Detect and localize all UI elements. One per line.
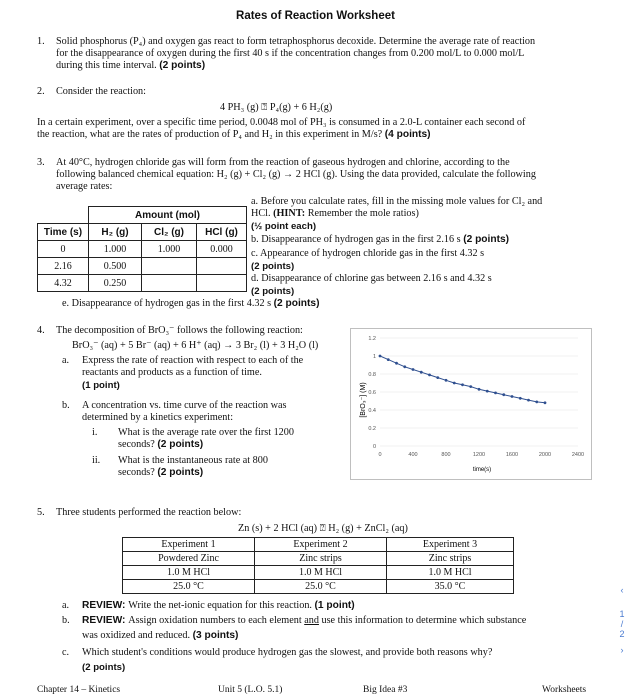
q5-a-review: REVIEW: bbox=[82, 600, 129, 611]
q3-line1: At 40°C, hydrogen chloride gas will form from the reaction of gaseous hydrogen and chlorine, according to the bbox=[56, 157, 510, 168]
table-cell: Zinc strips bbox=[387, 552, 514, 566]
q4-a-label: a. bbox=[62, 355, 70, 366]
q3-b-points: (2 points) bbox=[463, 234, 510, 245]
q3-header-time: Time (s) bbox=[38, 224, 89, 241]
chart-data-point bbox=[486, 390, 489, 393]
q3-header-cl2: Cl₂ (g) bbox=[142, 224, 197, 241]
q5-b-text1b: use this information to determine which substance bbox=[318, 615, 527, 626]
table-row bbox=[123, 580, 514, 594]
chart-data-point bbox=[428, 374, 431, 377]
chart-x-tick-label: 2000 bbox=[538, 452, 552, 458]
table-cell[interactable] bbox=[142, 258, 197, 275]
q1-number: 1. bbox=[37, 36, 45, 47]
q5-header-exp3: Experiment 3 bbox=[387, 538, 514, 552]
q3-group-header: Amount (mol) bbox=[89, 207, 247, 224]
chart-data-point bbox=[544, 401, 547, 404]
q4-b-line2: determined by a kinetics experiment: bbox=[82, 412, 234, 423]
q2-equation: 4 PH₃ (g) ⍰ P₄(g) + 6 H₂(g) bbox=[220, 102, 333, 113]
q5-a-label: a. bbox=[62, 600, 70, 611]
chart-y-tick-label: 0.2 bbox=[368, 426, 376, 432]
table-cell[interactable] bbox=[142, 275, 197, 292]
q1-line3-text: during this time interval. bbox=[56, 60, 157, 71]
q5-b-line2 bbox=[82, 630, 238, 642]
chart-data-point bbox=[445, 379, 448, 382]
table-cell: 1.000 bbox=[89, 241, 142, 258]
footer-big-idea: Big Idea #3 bbox=[363, 685, 408, 695]
concentration-time-chart bbox=[350, 328, 592, 480]
chart-x-tick-label: 400 bbox=[408, 452, 418, 458]
chart-y-tick-label: 0.4 bbox=[368, 408, 376, 414]
q5-b-text1: Assign oxidation numbers to each element bbox=[128, 615, 305, 626]
chart-data-point bbox=[412, 368, 415, 371]
q2-line1: In a certain experiment, over a specific time period, 0.0048 mol of PH₃ is consumed in a 2.0-L container each second of bbox=[37, 117, 526, 128]
q5-b-review: REVIEW: bbox=[82, 615, 129, 626]
q4-ii-line2 bbox=[118, 467, 203, 479]
chart-x-tick-label: 1200 bbox=[472, 452, 486, 458]
q5-intro: Three students performed the reaction below: bbox=[56, 507, 242, 518]
table-cell: 25.0 °C bbox=[123, 580, 255, 594]
q4-number: 4. bbox=[37, 325, 45, 336]
chart-frame bbox=[351, 329, 592, 480]
table-cell: 1.000 bbox=[142, 241, 197, 258]
table-cell: Powdered Zinc bbox=[123, 552, 255, 566]
chart-x-tick-label: 2400 bbox=[571, 452, 585, 458]
chart-data-point bbox=[387, 358, 390, 361]
q3-d-points: (2 points) bbox=[251, 286, 295, 297]
q3-b bbox=[251, 234, 509, 246]
q4-ii-line1: What is the instantaneous rate at 800 bbox=[118, 455, 268, 466]
q3-c-points: (2 points) bbox=[251, 261, 295, 272]
q4-a-line2: reactants and products as a function of time. bbox=[82, 367, 262, 378]
q3-a-hint2: Remember the mole ratios) bbox=[307, 208, 419, 219]
table-cell: 0.250 bbox=[89, 275, 142, 292]
chart-data-point bbox=[478, 388, 481, 391]
q3-a-points: (½ point each) bbox=[251, 221, 317, 232]
q5-b-and: and bbox=[304, 615, 319, 626]
q3-e-points: (2 points) bbox=[273, 298, 320, 309]
q3-a-line2 bbox=[251, 208, 419, 220]
q1-line3 bbox=[56, 60, 205, 72]
q5-b-label: b. bbox=[62, 615, 70, 626]
q3-e-text: e. Disappearance of hydrogen gas in the first 4.32 s bbox=[62, 298, 274, 309]
q4-a-line1: Express the rate of reaction with respect to each of the bbox=[82, 355, 304, 366]
chart-y-tick-label: 0.6 bbox=[368, 390, 376, 396]
q4-ii-points: (2 points) bbox=[157, 467, 204, 478]
table-cell: 0.000 bbox=[197, 241, 247, 258]
q5-a-text: Write the net-ionic equation for this reaction. bbox=[128, 600, 315, 611]
table-cell: 1.0 M HCl bbox=[255, 566, 387, 580]
q5-number: 5. bbox=[37, 507, 45, 518]
table-row bbox=[38, 275, 247, 292]
chart-data-point bbox=[469, 385, 472, 388]
page-up-icon[interactable]: ‹ bbox=[620, 585, 624, 595]
q4-i-line2 bbox=[118, 439, 203, 451]
q1-line2: for the disappearance of oxygen during the first 40 s if the concentration changes from 0.200 mol/L to 0.000 mol/L bbox=[56, 48, 525, 59]
footer-chapter: Chapter 14 – Kinetics bbox=[37, 685, 121, 695]
chart-data-point bbox=[461, 383, 464, 386]
table-row bbox=[38, 258, 247, 275]
footer-unit: Unit 5 (L.O. 5.1) bbox=[218, 685, 283, 695]
table-cell: 35.0 °C bbox=[387, 580, 514, 594]
chart-y-tick-label: 1.2 bbox=[368, 336, 376, 342]
q5-header-exp1: Experiment 1 bbox=[123, 538, 255, 552]
chart-data-point bbox=[436, 376, 439, 379]
table-cell: 25.0 °C bbox=[255, 580, 387, 594]
q4-b-line1: A concentration vs. time curve of the reaction was bbox=[82, 400, 287, 411]
chart-data-point bbox=[453, 382, 456, 385]
q3-e bbox=[62, 298, 319, 310]
chart-x-tick-label: 0 bbox=[378, 452, 382, 458]
chart-data-point bbox=[494, 392, 497, 395]
page-title: Rates of Reaction Worksheet bbox=[236, 10, 395, 22]
q4-b-label: b. bbox=[62, 400, 70, 411]
page-divider: / bbox=[620, 619, 624, 629]
q5-b-points: (3 points) bbox=[192, 630, 239, 641]
page-down-icon[interactable]: › bbox=[620, 645, 624, 655]
chart-x-tick-label: 800 bbox=[441, 452, 451, 458]
chart-data-point bbox=[511, 395, 514, 398]
chart-y-axis-label: [BrO₃⁻] (M) bbox=[360, 382, 367, 418]
table-row bbox=[123, 552, 514, 566]
table-cell: 2.16 bbox=[38, 258, 89, 275]
q3-a-line1: a. Before you calculate rates, fill in the missing mole values for Cl₂ and bbox=[251, 196, 543, 207]
chart-y-tick-label: 0.8 bbox=[368, 372, 376, 378]
q5-a-points: (1 point) bbox=[314, 600, 355, 611]
total-pages: 2 bbox=[619, 629, 625, 639]
q5-b-text2: was oxidized and reduced. bbox=[82, 630, 193, 641]
q2-line2 bbox=[37, 129, 431, 141]
chart-data-point bbox=[535, 401, 538, 404]
q2-points: (4 points) bbox=[384, 129, 431, 140]
q3-b-text: b. Disappearance of hydrogen gas in the first 2.16 s bbox=[251, 234, 464, 245]
table-cell: 1.0 M HCl bbox=[387, 566, 514, 580]
table-cell: 0.500 bbox=[89, 258, 142, 275]
current-page-number: 1 bbox=[619, 609, 625, 619]
chart-y-tick-label: 0 bbox=[372, 444, 376, 450]
q4-a-points: (1 point) bbox=[82, 380, 120, 391]
chart-data-point bbox=[379, 355, 382, 358]
table-cell[interactable] bbox=[197, 258, 247, 275]
q4-i-points: (2 points) bbox=[157, 439, 204, 450]
q3-c: c. Appearance of hydrogen chloride gas in the first 4.32 s bbox=[251, 248, 485, 259]
table-cell: Zinc strips bbox=[255, 552, 387, 566]
chart-x-axis-label: time(s) bbox=[472, 467, 492, 473]
q2-number: 2. bbox=[37, 86, 45, 97]
q3-line2: following balanced chemical equation: H₂ (g) + Cl₂ (g) → 2 HCl (g). Using the data provided, calculate the following bbox=[56, 169, 536, 180]
q3-header-hcl: HCl (g) bbox=[197, 224, 247, 241]
table-cell: 1.0 M HCl bbox=[123, 566, 255, 580]
q2-line2-text: the reaction, what are the rates of production of P₄ and H₂ in this experiment in M/s? bbox=[37, 129, 383, 140]
table-row bbox=[123, 566, 514, 580]
q3-d: d. Disappearance of chlorine gas between 2.16 s and 4.32 s bbox=[251, 273, 492, 284]
q3-amount-table bbox=[37, 206, 247, 292]
q5-b-line1 bbox=[82, 615, 526, 627]
chart-data-point bbox=[519, 397, 522, 400]
q4-i-label: i. bbox=[92, 427, 98, 438]
q5-c-points: (2 points) bbox=[82, 662, 126, 673]
q4-line1: The decomposition of BrO₃⁻ follows the following reaction: bbox=[56, 325, 303, 336]
q2-intro: Consider the reaction: bbox=[56, 86, 146, 97]
q4-ii-text: seconds? bbox=[118, 467, 158, 478]
q5-header-exp2: Experiment 2 bbox=[255, 538, 387, 552]
q3-number: 3. bbox=[37, 157, 45, 168]
q3-line3: average rates: bbox=[56, 181, 113, 192]
q3-a-text: HCl. bbox=[251, 208, 274, 219]
q5-experiment-table bbox=[122, 537, 514, 594]
q4-i-line1: What is the average rate over the first 1200 bbox=[118, 427, 294, 438]
table-cell: 4.32 bbox=[38, 275, 89, 292]
chart-data-point bbox=[403, 365, 406, 368]
chart-data-point bbox=[527, 399, 530, 402]
chart-y-tick-label: 1 bbox=[372, 354, 376, 360]
q3-header-h2: H₂ (g) bbox=[89, 224, 142, 241]
q4-equation: BrO₃⁻ (aq) + 5 Br⁻ (aq) + 6 H⁺ (aq) → 3 Br₂ (l) + 3 H₂O (l) bbox=[72, 340, 319, 351]
q1-points: (2 points) bbox=[159, 60, 206, 71]
table-cell[interactable] bbox=[197, 275, 247, 292]
footer-worksheets: Worksheets bbox=[542, 685, 587, 695]
chart-x-tick-label: 1600 bbox=[505, 452, 519, 458]
q5-a bbox=[82, 600, 355, 612]
table-row bbox=[38, 241, 247, 258]
q5-c-label: c. bbox=[62, 647, 70, 658]
table-cell: 0 bbox=[38, 241, 89, 258]
chart-data-point bbox=[395, 362, 398, 365]
q4-ii-label: ii. bbox=[92, 455, 101, 466]
q5-c-text: Which student's conditions would produce hydrogen gas the slowest, and provide both reasons why? bbox=[82, 647, 493, 658]
q1-line1: Solid phosphorus (P₄) and oxygen gas react to form tetraphosphorus decoxide. Determine the average rate of reaction bbox=[56, 36, 536, 47]
chart-data-point bbox=[420, 371, 423, 374]
q4-i-text: seconds? bbox=[118, 439, 158, 450]
q3-a-hint: (HINT: bbox=[273, 208, 308, 219]
q5-equation: Zn (s) + 2 HCl (aq) ⍰ H₂ (g) + ZnCl₂ (aq) bbox=[238, 523, 408, 534]
chart-data-point bbox=[502, 393, 505, 396]
page-navigator bbox=[613, 585, 631, 655]
